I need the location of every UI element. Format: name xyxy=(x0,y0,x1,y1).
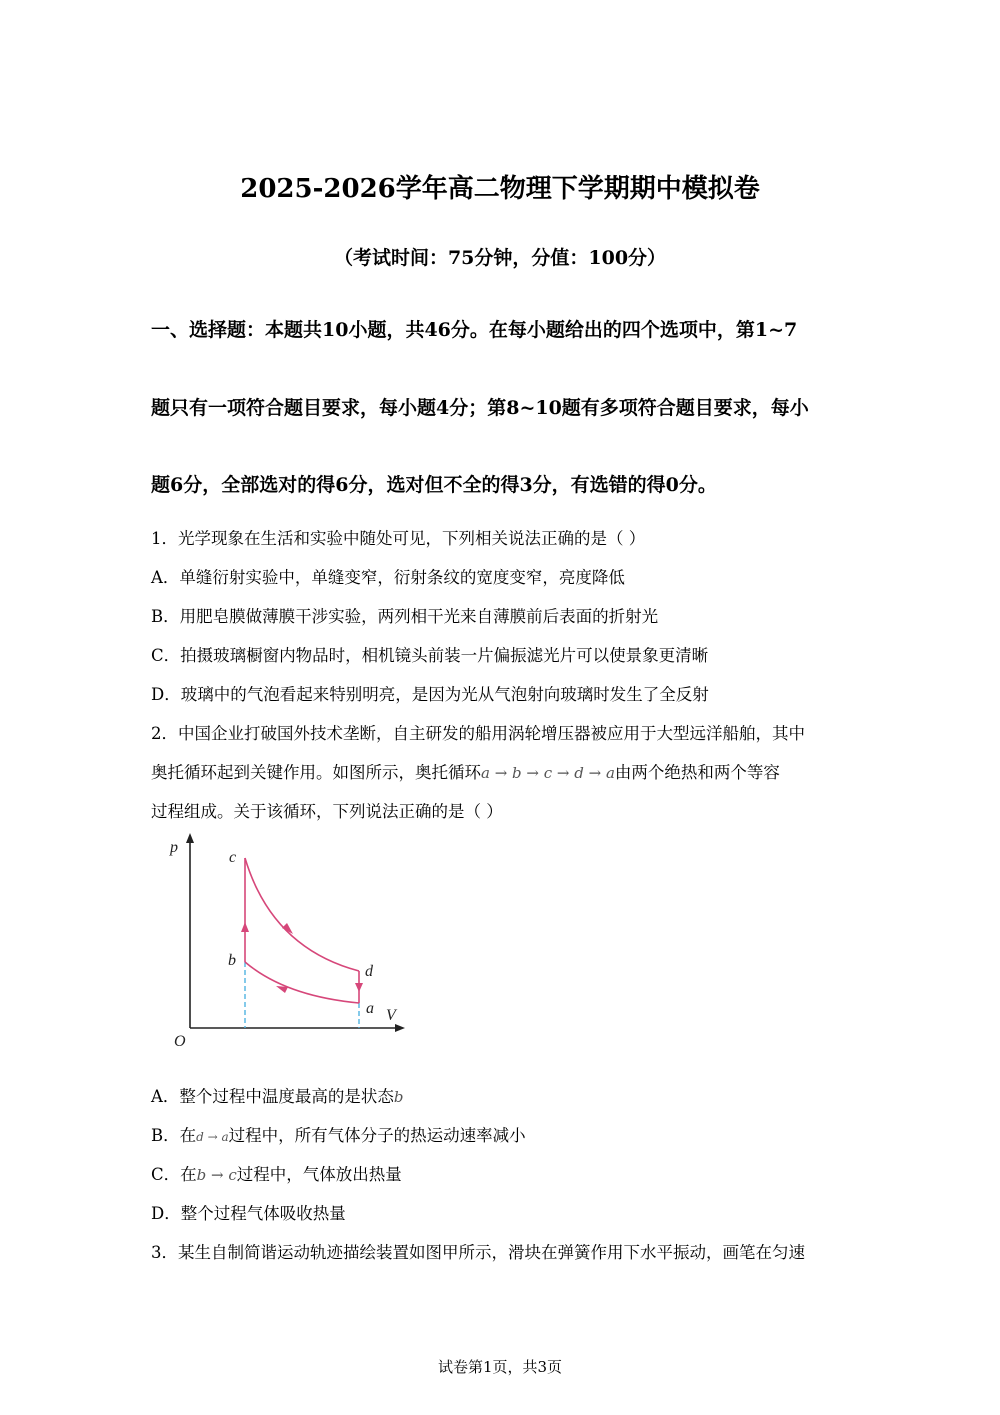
point-d-label: d xyxy=(365,963,373,980)
question-1-option-a: A．单缝衍射实验中，单缝变窄，衍射条纹的宽度变窄，亮度降低 xyxy=(151,568,625,587)
question-1-option-c: C．拍摄玻璃橱窗内物品时，相机镜头前装一片偏振滤光片可以使景象更清晰 xyxy=(151,646,709,665)
arrow-b-c xyxy=(241,922,249,932)
page-footer: 试卷第1页，共3页 xyxy=(437,1358,563,1376)
question-2-option-b: B．在d → a过程中，所有气体分子的热运动速率减小 xyxy=(151,1126,526,1145)
question-2-option-a: A．整个过程中温度最高的是状态b xyxy=(151,1087,404,1106)
cycle-expression: a → b → c → d → a xyxy=(481,764,615,782)
arrow-a-b xyxy=(276,986,288,993)
question-2-option-c: C．在b → c过程中，气体放出热量 xyxy=(151,1165,402,1184)
v-axis-arrow xyxy=(395,1024,405,1032)
point-a-label: a xyxy=(366,1000,374,1017)
p-axis-arrow xyxy=(186,833,194,843)
v-axis-label: V xyxy=(386,1007,396,1024)
process-c-d xyxy=(245,858,359,971)
origin-label: O xyxy=(174,1033,186,1050)
question-2-option-d: D．整个过程气体吸收热量 xyxy=(151,1204,346,1223)
point-c-label: c xyxy=(229,849,237,866)
pv-diagram xyxy=(160,828,410,1053)
question-2-line2: 奥托循环起到关键作用。如图所示，奥托循环a → b → c → d → a由两个绝热和两个等容 xyxy=(151,763,780,782)
page-title: 2025-2026学年高二物理下学期期中模拟卷 xyxy=(240,174,760,204)
question-3-stem: 3．某生自制简谐运动轨迹描绘装置如图甲所示，滑块在弹簧作用下水平振动，画笔在匀速 xyxy=(151,1243,805,1262)
section-instructions-line3: 题6分，全部选对的得6分，选对但不全的得3分，有选错的得0分。 xyxy=(151,474,717,496)
question-1-option-b: B．用肥皂膜做薄膜干涉实验，两列相干光来自薄膜前后表面的折射光 xyxy=(151,607,659,626)
section-instructions-line2: 题只有一项符合题目要求，每小题4分；第8~10题有多项符合题目要求，每小 xyxy=(151,397,809,419)
question-1-stem: 1．光学现象在生活和实验中随处可见，下列相关说法正确的是（ ） xyxy=(151,529,646,548)
exam-info: （考试时间：75分钟，分值：100分） xyxy=(333,247,667,269)
p-axis-label: p xyxy=(170,839,178,856)
question-2-line1: 2．中国企业打破国外技术垄断，自主研发的船用涡轮增压器被应用于大型远洋船舶，其中 xyxy=(151,724,805,743)
point-b-label: b xyxy=(228,952,236,969)
section-instructions-line1: 一、选择题：本题共10小题，共46分。在每小题给出的四个选项中，第1~7 xyxy=(151,319,798,341)
question-2-line3: 过程组成。关于该循环，下列说法正确的是（ ） xyxy=(151,802,503,821)
process-a-b xyxy=(245,962,359,1003)
question-1-option-d: D．玻璃中的气泡看起来特别明亮，是因为光从气泡射向玻璃时发生了全反射 xyxy=(151,685,709,704)
arrow-d-a xyxy=(355,983,363,992)
